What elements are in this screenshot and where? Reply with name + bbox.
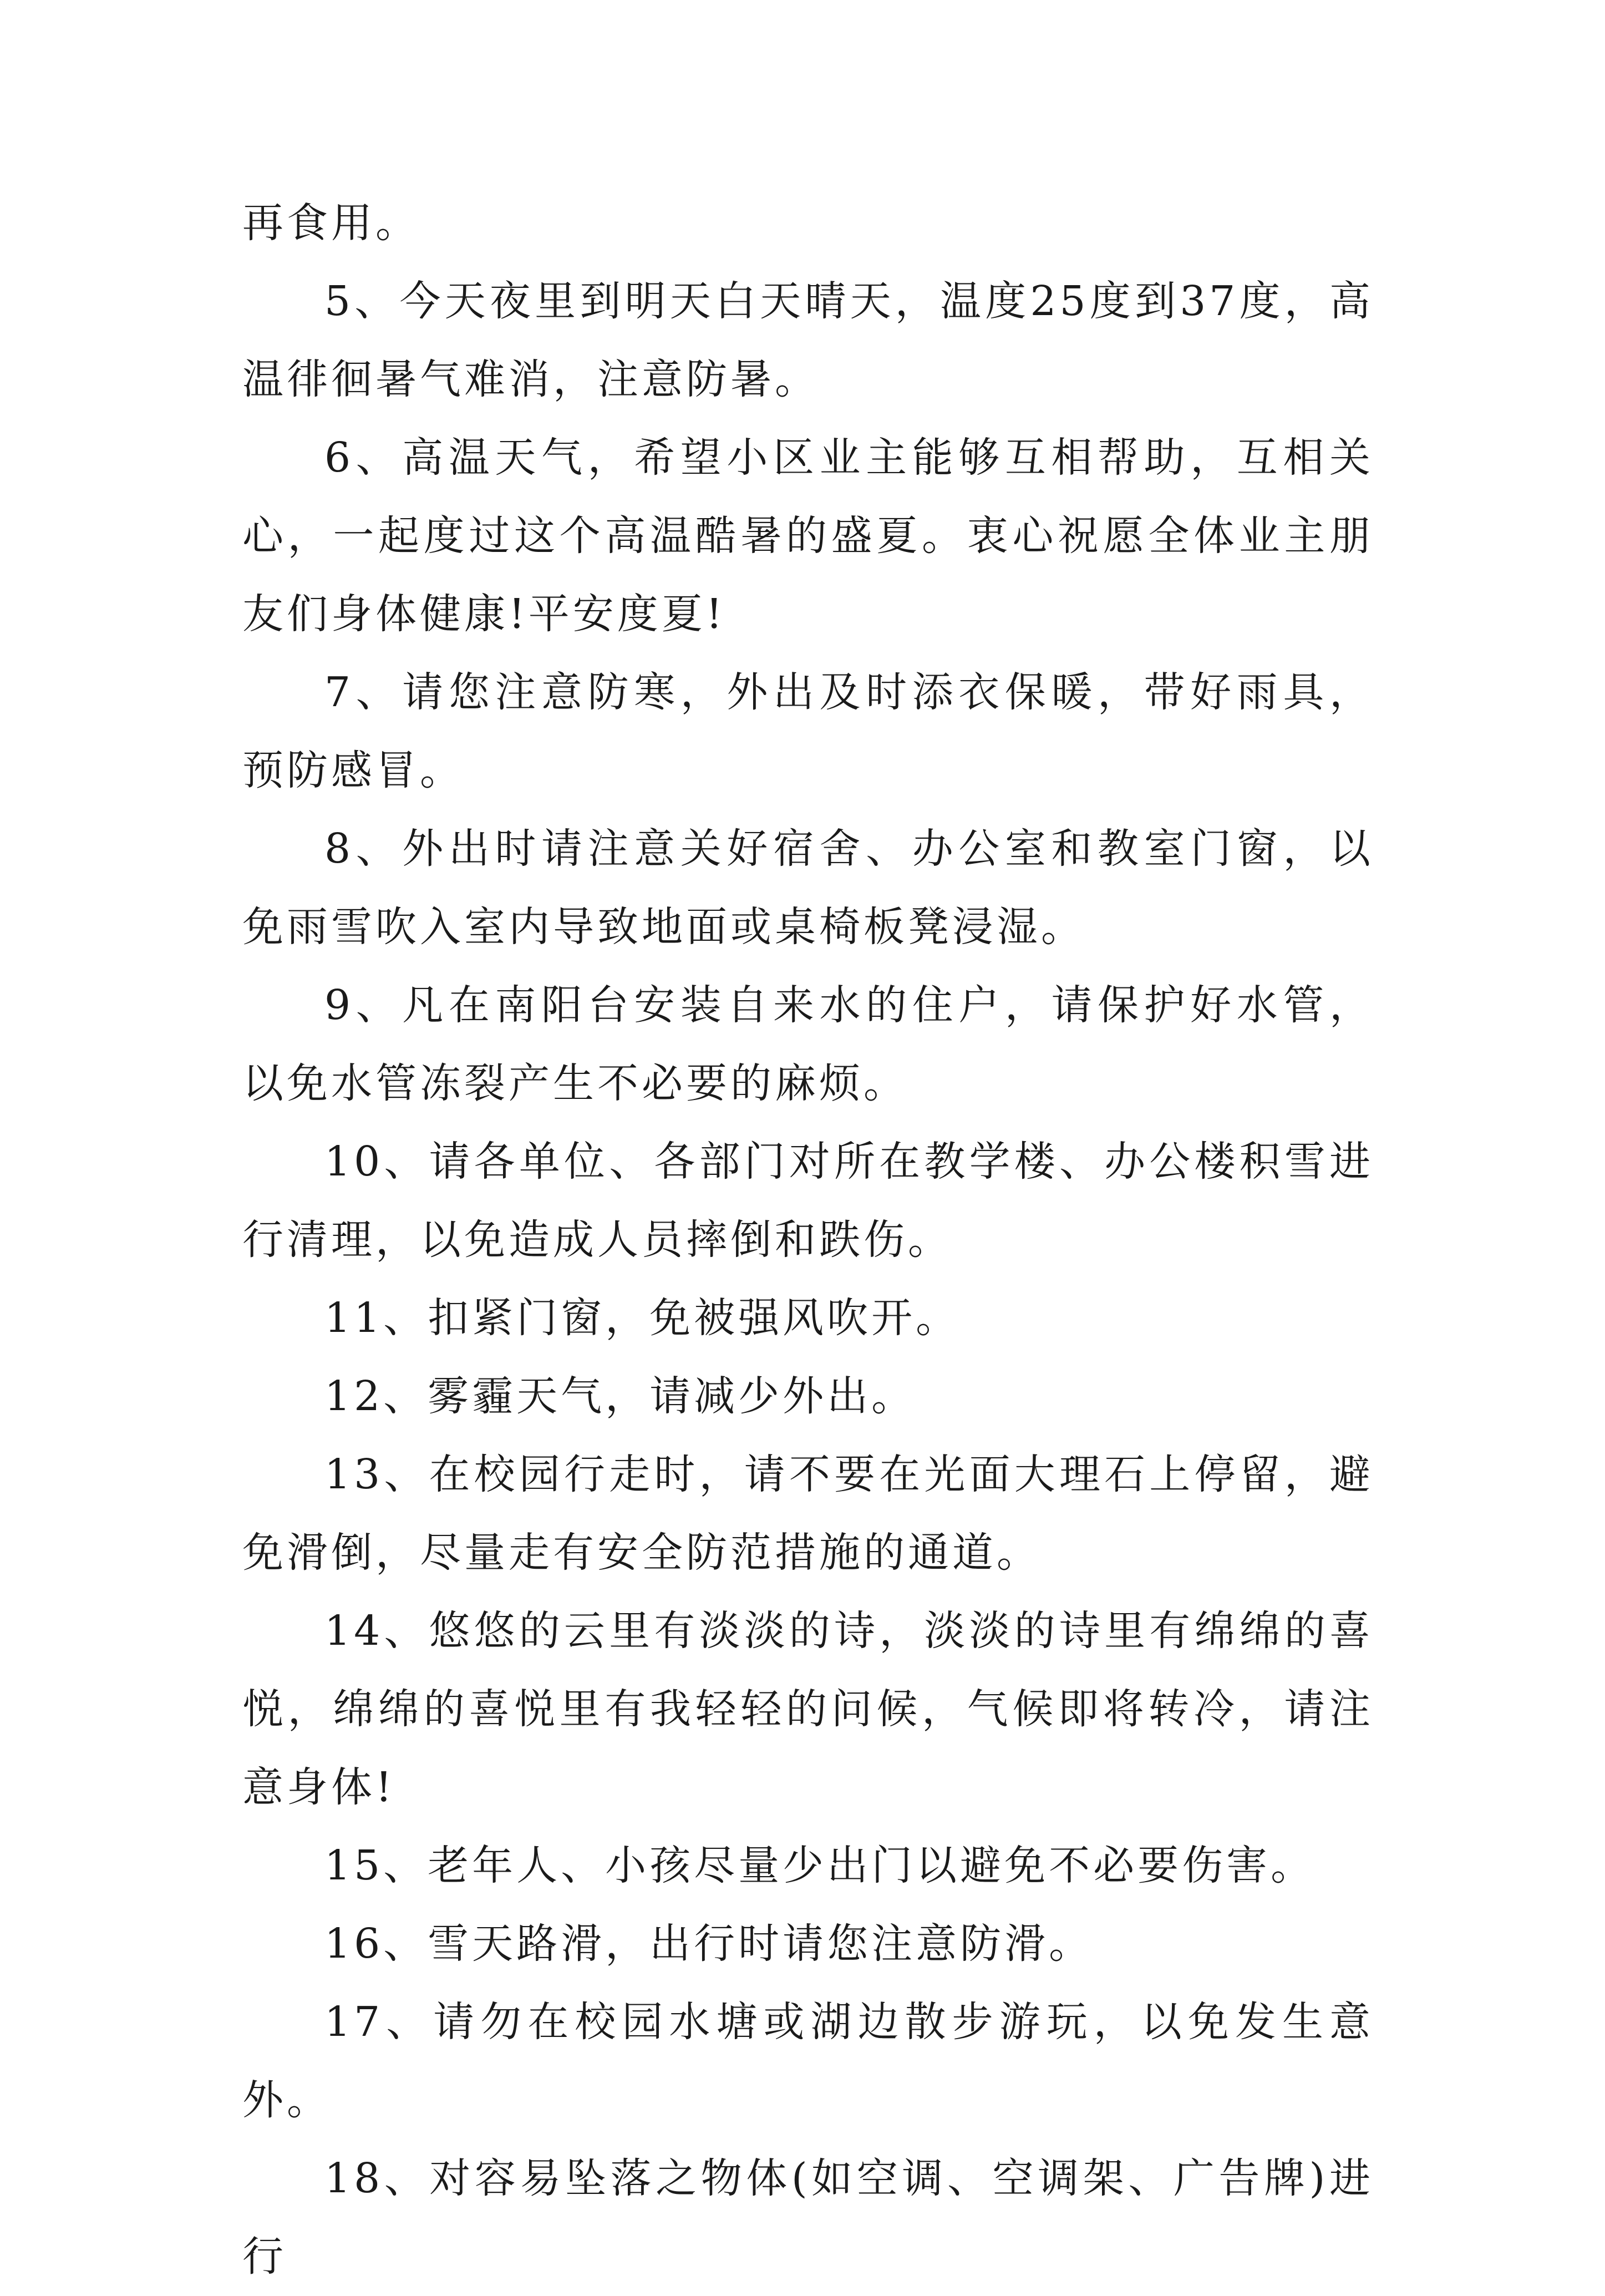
paragraph-item-6: 6、高温天气，希望小区业主能够互相帮助，互相关心，一起度过这个高温酷暑的盛夏。衷心祝愿全体业主朋友们身体健康!平安度夏!	[242, 434, 1374, 638]
paragraph-item-9: 9、凡在南阳台安装自来水的住户，请保护好水管，以免水管冻裂产生不必要的麻烦。	[242, 981, 1374, 1107]
paragraph-item-11: 11、扣紧门窗，免被强风吹开。	[324, 1294, 961, 1342]
body-text	[242, 184, 1374, 2296]
paragraph-continuation: 再食用。	[242, 199, 420, 247]
paragraph-item-5: 5、今天夜里到明天白天晴天，温度25度到37度，高温徘徊暑气难消，注意防暑。	[242, 277, 1374, 403]
paragraph-item-15: 15、老年人、小孩尽量少出门以避免不必要伤害。	[324, 1842, 1316, 1889]
paragraph-item-17: 17、请勿在校园水塘或湖边散步游玩，以免发生意外。	[242, 1998, 1374, 2124]
paragraph-item-18: 18、对容易坠落之物体(如空调、空调架、广告牌)进行	[242, 2155, 1374, 2280]
paragraph-item-16: 16、雪天路滑，出行时请您注意防滑。	[324, 1920, 1094, 1968]
paragraph-item-14: 14、悠悠的云里有淡淡的诗，淡淡的诗里有绵绵的喜悦，绵绵的喜悦里有我轻轻的问候，气候即将转冷，请注意身体!	[242, 1607, 1374, 1811]
paragraph-item-7: 7、请您注意防寒，外出及时添衣保暖，带好雨具，预防感冒。	[242, 668, 1374, 794]
paragraph-item-13: 13、在校园行走时，请不要在光面大理石上停留，避免滑倒，尽量走有安全防范措施的通道。	[242, 1451, 1374, 1577]
paragraph-item-12: 12、雾霾天气，请减少外出。	[324, 1372, 916, 1420]
paragraph-item-10: 10、请各单位、各部门对所在教学楼、办公楼积雪进行清理，以免造成人员摔倒和跌伤。	[242, 1138, 1374, 1264]
paragraph-item-8: 8、外出时请注意关好宿舍、办公室和教室门窗，以免雨雪吹入室内导致地面或桌椅板凳浸湿。	[242, 825, 1374, 951]
